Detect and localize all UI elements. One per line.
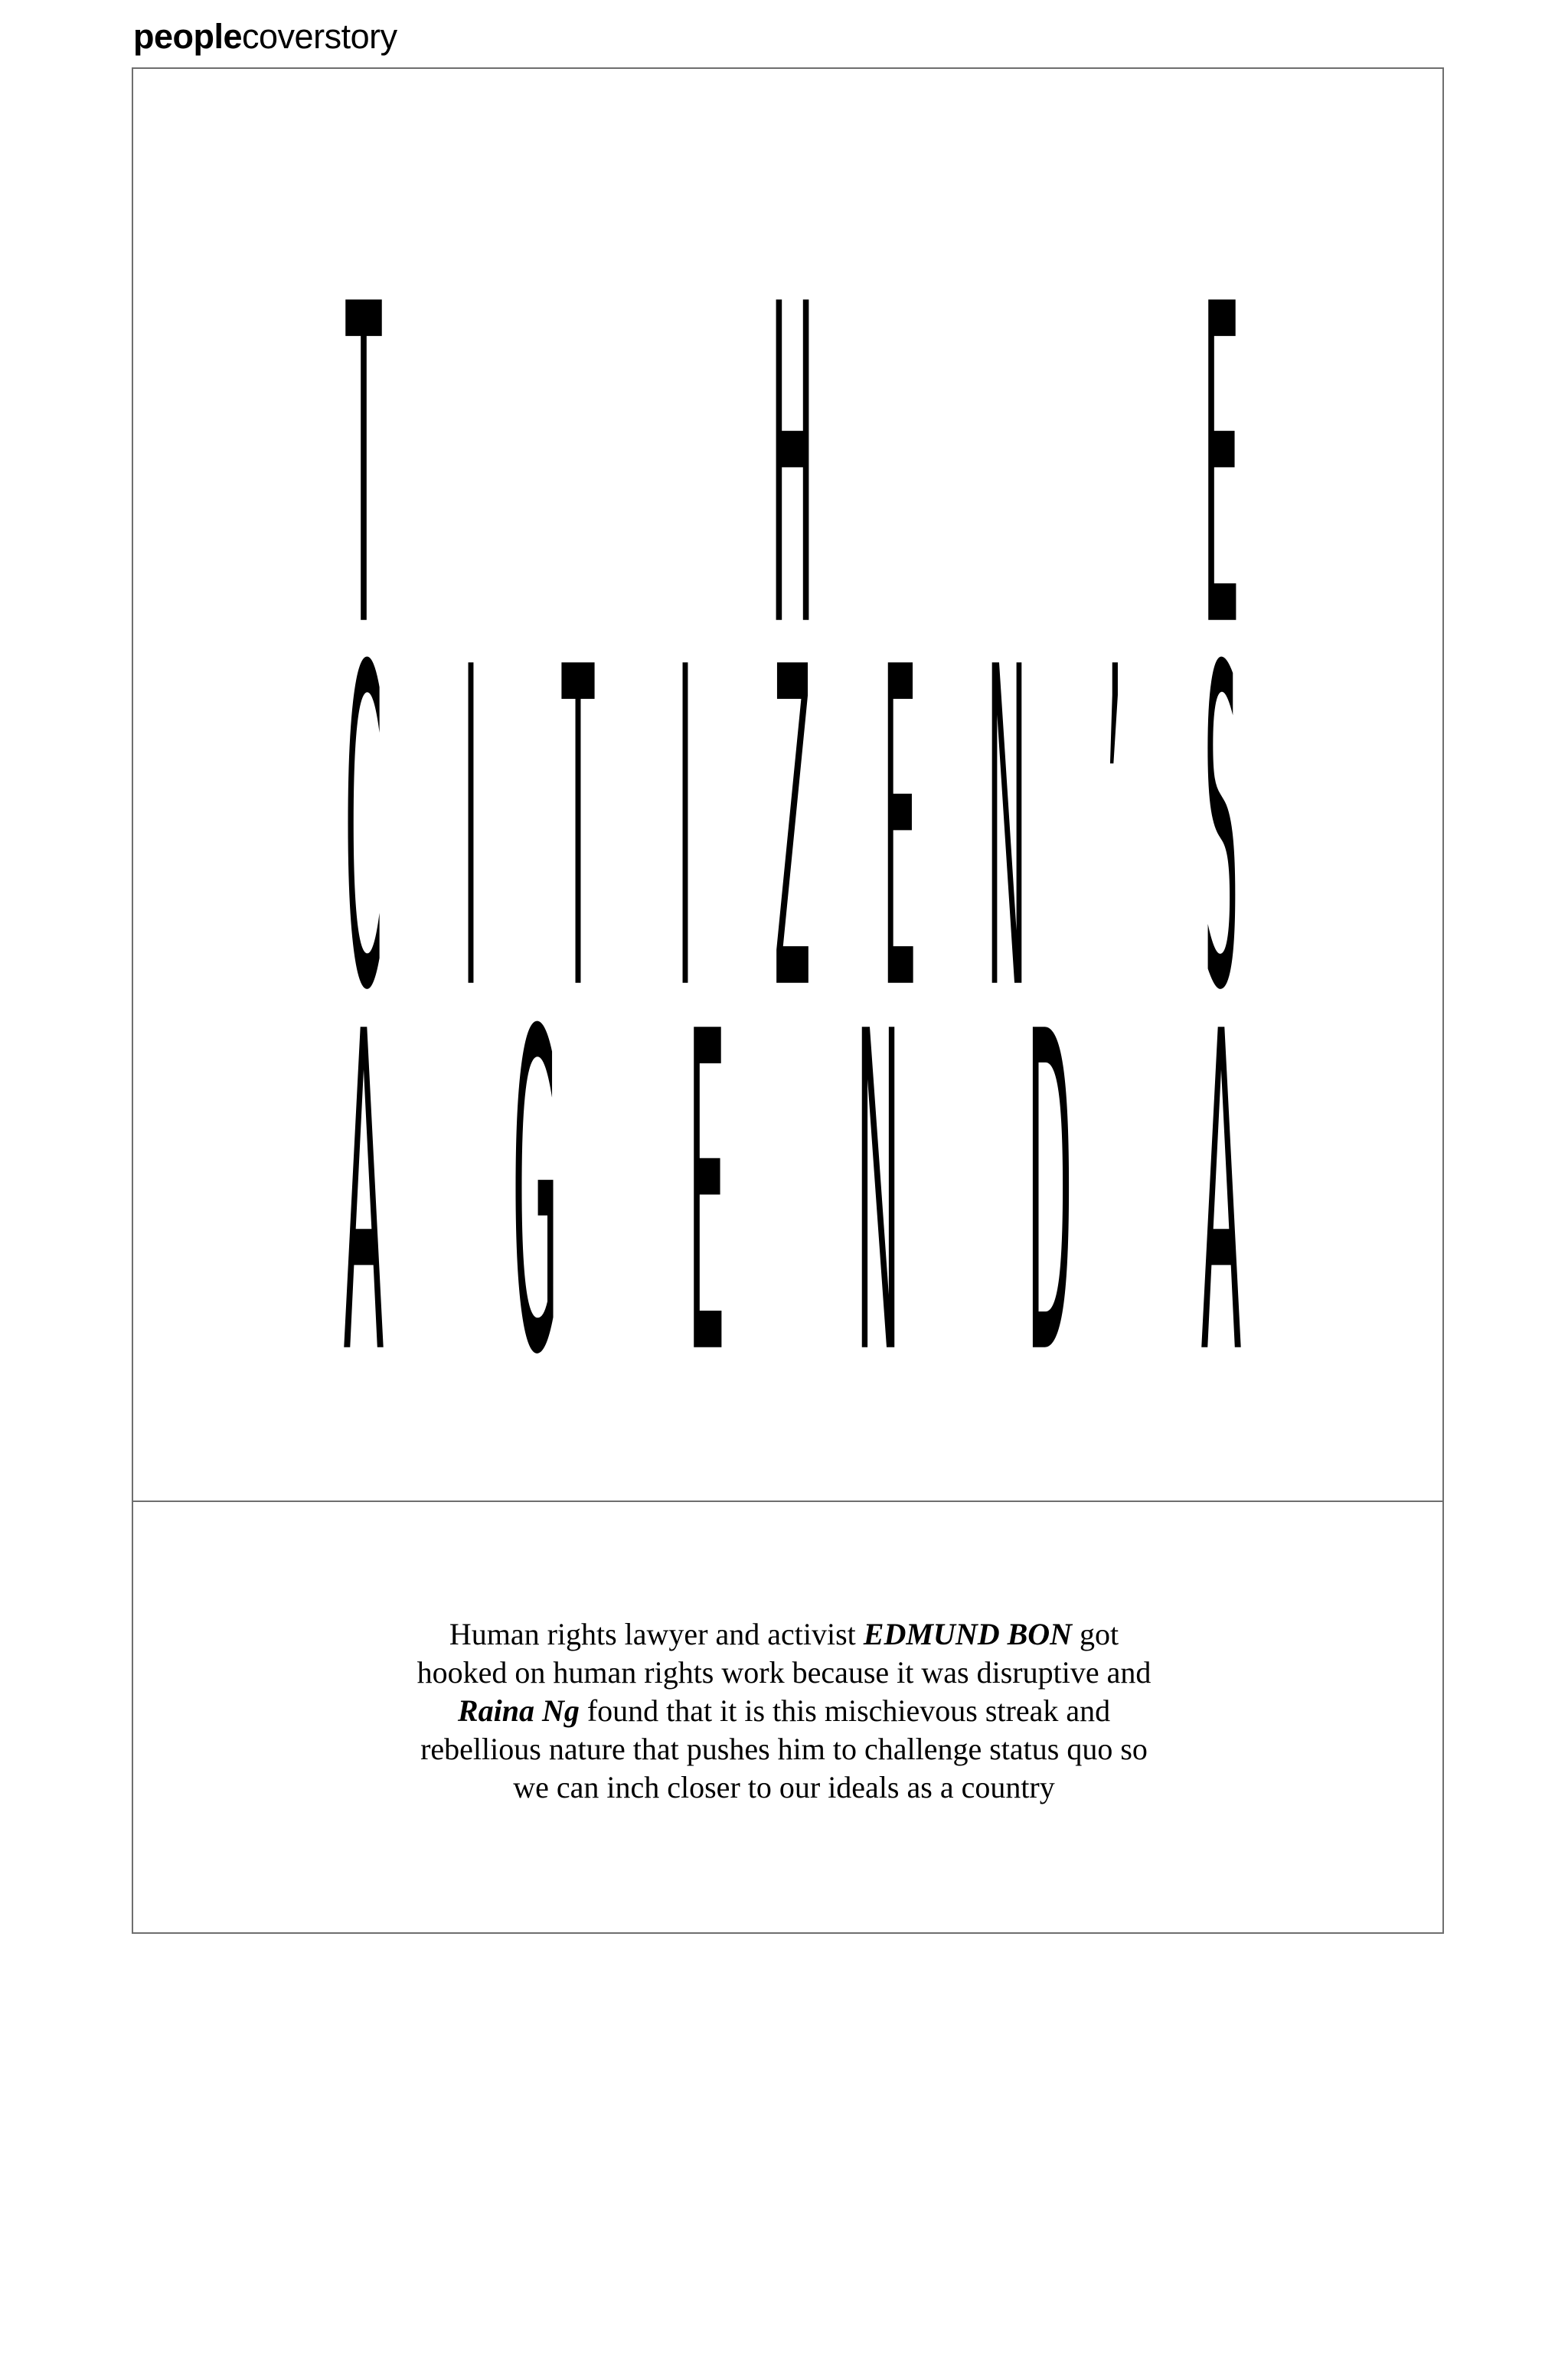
title-letter: E [688, 942, 726, 1455]
deck-text: Human rights lawyer and activist [449, 1617, 864, 1651]
deck-author-name: Raina Ng [457, 1693, 580, 1728]
title-letter: T [345, 214, 382, 727]
title-letter: I [677, 577, 694, 1090]
section-name-light: coverstory [242, 17, 397, 56]
deck-text: found that it is this mischievous streak and rebellious nature that pushes him to challenge status quo so we can inch closer to our ideals as a country [420, 1693, 1148, 1804]
title-letter: T [561, 577, 595, 1090]
title-letter: H [770, 214, 815, 727]
deck-subject-name: EDMUND BON [863, 1617, 1073, 1651]
title-line-agenda [322, 942, 1263, 1455]
title-line-citizens [322, 577, 1263, 1090]
title-letter: I [462, 577, 479, 1090]
title-apostrophe: ’ [1105, 577, 1123, 1090]
title-letter: Z [774, 577, 811, 1090]
article-deck [401, 1615, 1167, 1807]
deck-text: got hooked on human rights work because it was disruptive and [416, 1617, 1152, 1690]
title-letter: E [1202, 214, 1240, 727]
title-letter: S [1204, 577, 1239, 1090]
title-line-the [322, 214, 1263, 727]
title-letter: G [512, 942, 558, 1455]
title-letter: N [986, 577, 1027, 1090]
section-header [133, 14, 397, 60]
title-letter: A [1200, 942, 1242, 1455]
title-letter: A [343, 942, 384, 1455]
title-letter: D [1027, 942, 1073, 1455]
title-letter: C [345, 577, 383, 1090]
section-name-bold: people [133, 17, 243, 56]
title-letter: N [856, 942, 900, 1455]
title-letter: E [882, 577, 917, 1090]
